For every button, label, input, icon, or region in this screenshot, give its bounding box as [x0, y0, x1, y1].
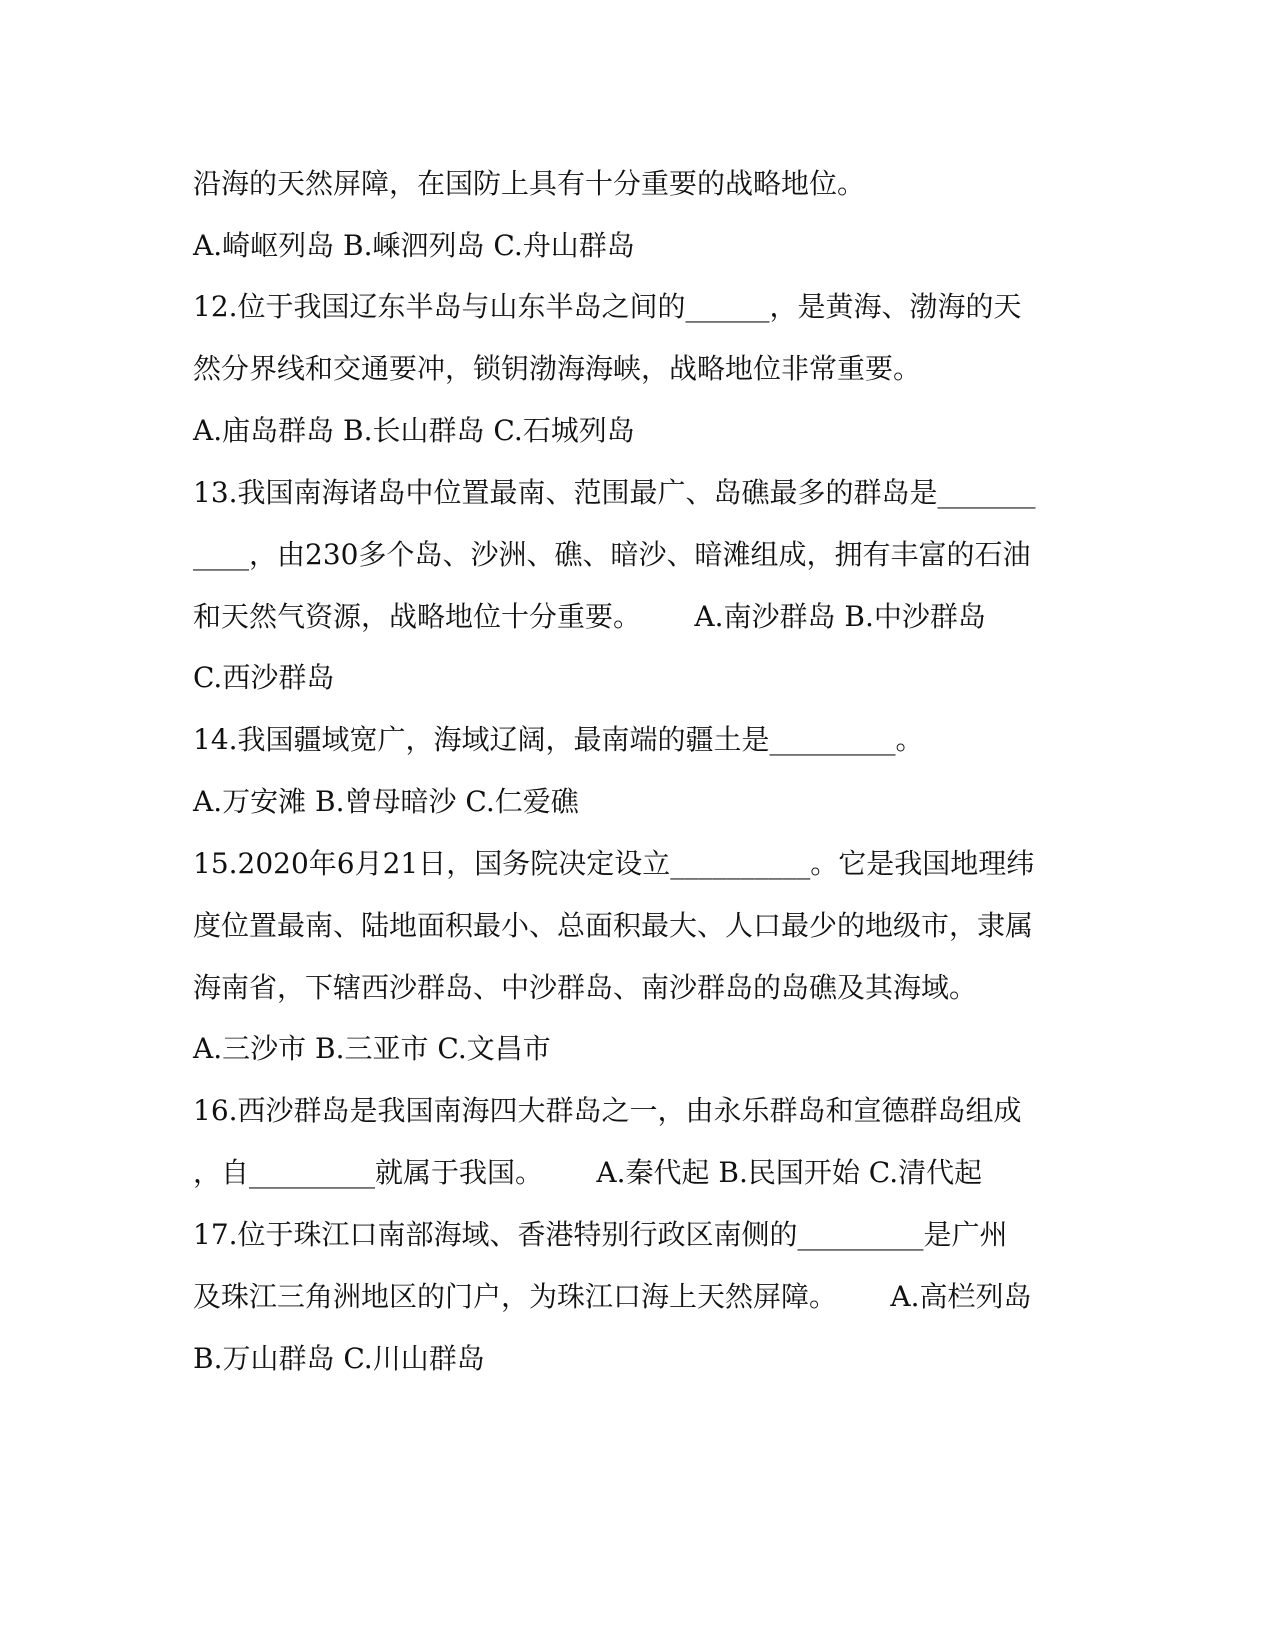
text-line: 和天然气资源，战略地位十分重要。 A.南沙群岛 B.中沙群岛: [193, 600, 986, 633]
text-line: 17.位于珠江口南部海域、香港特别行政区南侧的_________是广州: [193, 1218, 1008, 1251]
text-line: 14.我国疆域宽广，海域辽阔，最南端的疆土是_________。: [193, 723, 924, 756]
text-line: ，自_________就属于我国。 A.秦代起 B.民国开始 C.清代起: [193, 1156, 983, 1189]
text-line: A.万安滩 B.曾母暗沙 C.仁爱礁: [193, 785, 579, 818]
text-line: 度位置最南、陆地面积最小、总面积最大、人口最少的地级市，隶属: [193, 909, 1034, 942]
text-line: 沿海的天然屏障，在国防上具有十分重要的战略地位。: [193, 167, 866, 200]
text-line: A.三沙市 B.三亚市 C.文昌市: [193, 1032, 551, 1065]
text-line: 13.我国南海诸岛中位置最南、范围最广、岛礁最多的群岛是_______: [193, 476, 1036, 509]
text-line: 海南省，下辖西沙群岛、中沙群岛、南沙群岛的岛礁及其海域。: [193, 971, 978, 1004]
text-line: ____，由230多个岛、沙洲、礁、暗沙、暗滩组成，拥有丰富的石油: [193, 538, 1031, 571]
text-line: 16.西沙群岛是我国南海四大群岛之一，由永乐群岛和宣德群岛组成: [193, 1094, 1022, 1127]
text-line: C.西沙群岛: [193, 661, 335, 694]
text-line: 及珠江三角洲地区的门户，为珠江口海上天然屏障。 A.高栏列岛: [193, 1280, 1032, 1313]
text-line: 12.位于我国辽东半岛与山东半岛之间的______，是黄海、渤海的天: [193, 290, 1022, 323]
text-line: A.庙岛群岛 B.长山群岛 C.石城列岛: [193, 414, 635, 447]
text-line: A.崎岖列岛 B.嵊泗列岛 C.舟山群岛: [193, 229, 635, 262]
text-line: 15.2020年6月21日，国务院决定设立__________。它是我国地理纬: [193, 847, 1035, 880]
text-line: B.万山群岛 C.川山群岛: [193, 1342, 485, 1375]
text-line: 然分界线和交通要冲，锁钥渤海海峡，战略地位非常重要。: [193, 352, 922, 385]
